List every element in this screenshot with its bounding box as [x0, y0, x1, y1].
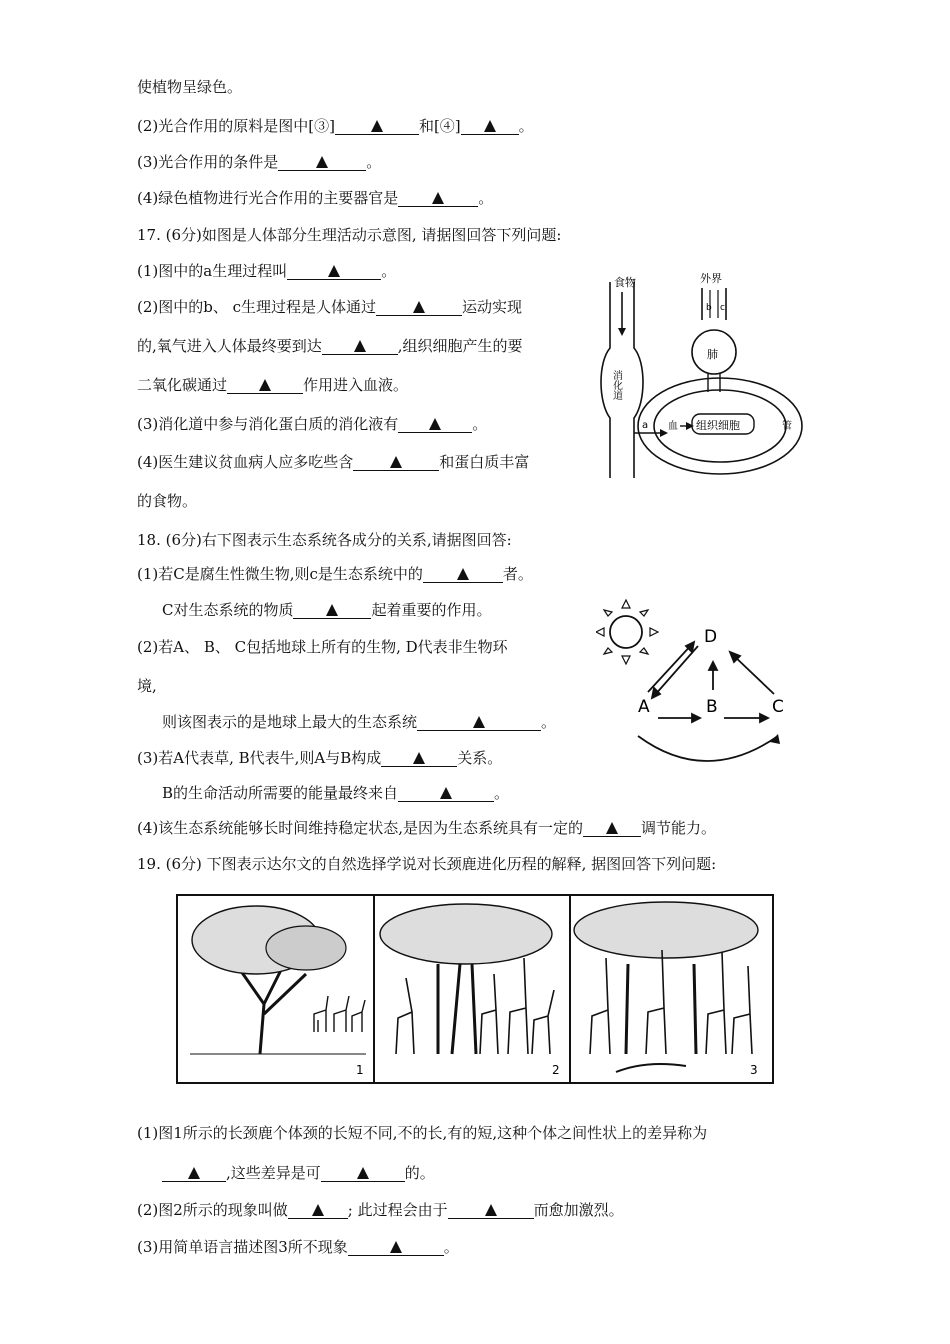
node-B: B: [706, 697, 718, 717]
cells-label: 组织细胞: [696, 419, 740, 432]
q18-line6: (3)若A代表草, B代表牛,则A与B构成 关系。: [137, 749, 503, 767]
food-label: 食物: [614, 276, 636, 289]
node-C: C: [772, 697, 784, 717]
q18-heading: 18. (6分)右下图表示生态系统各成分的关系,请据图回答:: [137, 531, 512, 549]
q19-line4: (3)用简单语言描述图3所不现象 。: [137, 1238, 459, 1256]
answer-blank[interactable]: [583, 819, 641, 837]
triangle-icon: [484, 120, 496, 132]
giraffe-evolution-figure: [176, 894, 774, 1084]
triangle-icon: [429, 418, 441, 430]
triangle-icon: [432, 192, 444, 204]
triangle-icon: [413, 301, 425, 313]
q16-line1: 使植物呈绿色。: [137, 78, 243, 96]
answer-blank[interactable]: [461, 117, 519, 135]
q18-line2: C对生态系统的物质 起着重要的作用。: [162, 601, 492, 619]
sun-icon: [596, 600, 658, 664]
c-label: c: [720, 303, 725, 313]
triangle-icon: [354, 340, 366, 352]
triangle-icon: [312, 1204, 324, 1216]
answer-blank[interactable]: [417, 713, 541, 731]
answer-blank[interactable]: [398, 784, 494, 802]
a-label: a: [642, 420, 649, 431]
answer-blank[interactable]: [278, 153, 366, 171]
ecosystem-diagram: [596, 596, 796, 772]
answer-blank[interactable]: [398, 415, 472, 433]
triangle-icon: [326, 604, 338, 616]
lung-label: 肺: [707, 348, 718, 361]
q16-line2: (2)光合作用的原料是图中[③] 和[④] 。: [137, 117, 534, 135]
q18-line3: (2)若A、 B、 C包括地球上所有的生物, D代表非生物环: [137, 638, 508, 656]
q18-line4: 境,: [137, 677, 157, 695]
q19-heading: 19. (6分) 下图表示达尔文的自然选择学说对长颈鹿进化历程的解释, 据图回答下列问题:: [137, 855, 717, 873]
q16-line3: (3)光合作用的条件是 。: [137, 153, 382, 171]
panel-number: 1: [356, 1063, 364, 1077]
panel-number: 3: [750, 1063, 758, 1077]
b-label: b: [706, 303, 712, 313]
q17-line3: 的,氧气进入人体最终要到达 ,组织细胞产生的要: [137, 337, 523, 355]
answer-blank[interactable]: [423, 565, 503, 583]
q17-heading: 17. (6分)如图是人体部分生理活动示意图, 请据图回答下列问题:: [137, 226, 562, 244]
answer-blank[interactable]: [162, 1164, 226, 1182]
answer-blank[interactable]: [348, 1238, 444, 1256]
triangle-icon: [357, 1167, 369, 1179]
q17-line1: (1)图中的a生理过程叫 。: [137, 262, 397, 280]
triangle-icon: [371, 120, 383, 132]
outside-label: 外界: [700, 272, 722, 285]
answer-blank[interactable]: [227, 376, 303, 394]
triangle-icon: [440, 787, 452, 799]
answer-blank[interactable]: [293, 601, 371, 619]
triangle-icon: [259, 379, 271, 391]
node-A: A: [638, 697, 650, 717]
answer-blank[interactable]: [335, 117, 419, 135]
triangle-icon: [606, 822, 618, 834]
answer-blank[interactable]: [353, 453, 439, 471]
q18-line7: B的生命活动所需要的能量最终来自 。: [162, 784, 510, 802]
answer-blank[interactable]: [321, 1164, 405, 1182]
q17-line2: (2)图中的b、 c生理过程是人体通过 运动实现: [137, 298, 523, 316]
triangle-icon: [328, 265, 340, 277]
q19-line2: ,这些差异是可 的。: [162, 1162, 435, 1183]
vessel-label: 管: [782, 421, 792, 432]
q16-line4: (4)绿色植物进行光合作用的主要器官是 。: [137, 189, 494, 207]
answer-blank[interactable]: [398, 189, 478, 207]
answer-blank[interactable]: [381, 749, 457, 767]
triangle-icon: [413, 752, 425, 764]
node-D: D: [704, 627, 718, 647]
answer-blank[interactable]: [376, 298, 462, 316]
q17-line6: (4)医生建议贫血病人应多吃些含 和蛋白质丰富: [137, 453, 530, 471]
triangle-icon: [457, 568, 469, 580]
answer-blank[interactable]: [287, 262, 381, 280]
q18-line5: 则该图表示的是地球上最大的生态系统 。: [162, 713, 557, 731]
triangle-icon: [485, 1204, 497, 1216]
gut-label: 消化道: [610, 370, 622, 400]
q17-line5: (3)消化道中参与消化蛋白质的消化液有 。: [137, 415, 488, 433]
blood-label: 血: [668, 421, 678, 432]
triangle-icon: [473, 716, 485, 728]
triangle-icon: [390, 456, 402, 468]
triangle-icon: [316, 156, 328, 168]
answer-blank[interactable]: [288, 1201, 348, 1219]
human-physiology-diagram: [596, 268, 806, 480]
answer-blank[interactable]: [448, 1201, 534, 1219]
answer-blank[interactable]: [322, 337, 398, 355]
q18-line1: (1)若C是腐生性微生物,则c是生态系统中的 者。: [137, 565, 533, 583]
q18-line8: (4)该生态系统能够长时间维持稳定状态,是因为生态系统具有一定的 调节能力。: [137, 819, 717, 837]
q19-line1: (1)图1所示的长颈鹿个体颈的长短不同,不的长,有的短,这种个体之间性状上的差异称为: [137, 1124, 708, 1142]
q17-line4: 二氧化碳通过 作用进入血液。: [137, 376, 409, 394]
triangle-icon: [188, 1167, 200, 1179]
q19-line3: (2)图2所示的现象叫做 ; 此过程会由于 而愈加激烈。: [137, 1201, 624, 1219]
triangle-icon: [390, 1241, 402, 1253]
q17-line7: 的食物。: [137, 492, 198, 510]
panel-number: 2: [552, 1063, 560, 1077]
